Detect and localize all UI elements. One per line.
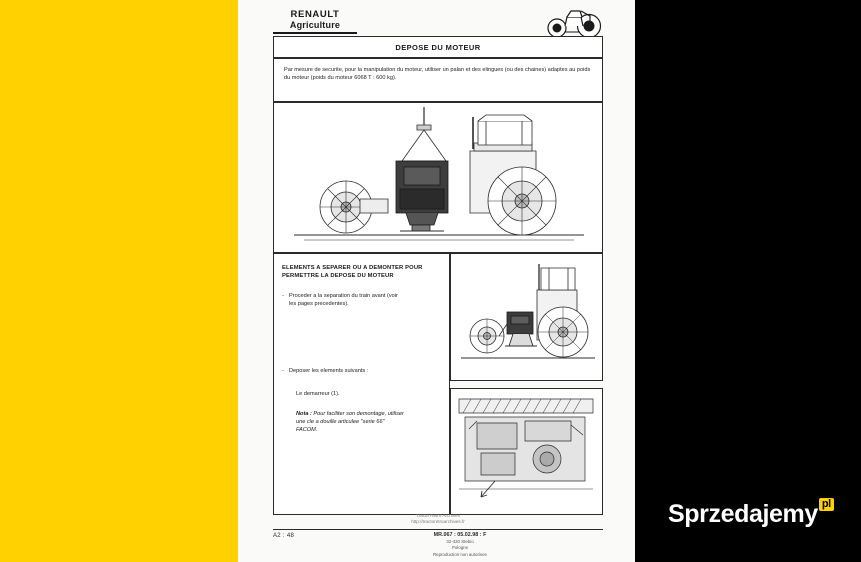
footer-notice: Reproduction non autorisee [433,551,487,557]
watermark-text: Sprzedajemy [668,500,818,528]
nota-block [296,410,441,434]
section-title-box [273,36,603,58]
bullet-dash-2: - [282,368,284,374]
footer-divider [273,529,603,530]
nota-line3: FACOM. [296,427,318,433]
tertiary-illustration [450,388,603,515]
brand-division: Agriculture [289,20,341,30]
procedure-heading-line2: PERMETTRE LA DEPOSE DU MOTEUR [282,273,394,279]
watermark-sprzedajemy [668,500,834,529]
archive-credit-line1: Tracto Retro Archives [416,513,460,518]
procedure-item-2 [282,367,441,375]
tractor-icon [541,6,611,40]
footer-reference-block [375,532,545,558]
procedure-subitem: Le demarreur (1). [296,391,340,397]
safety-note-text: Par mesure de securite, pour la manipulation du moteur, utiliser un palan et des elingues (ou des chaines) adaptes au poids du moteur (poids du moteur 6068 T : 600 kg). [284,67,591,81]
bullet-dash: - [282,293,284,299]
procedure-item-2-text: Deposer les elements suivants : [289,368,369,374]
document-reference: MR.067 : 05.02.98 : F [433,532,487,538]
footer-code: 32-420 Stebio [446,538,474,544]
footer-country: Pologne [451,545,469,550]
nota-line2: une cle a douille articulee "serie 66" [296,419,385,425]
safety-note-box [273,58,603,102]
renault-agriculture-logo [273,10,357,34]
archive-credit-line2: http://tractoretroarchives.fr [411,519,465,524]
manual-page [255,0,621,562]
procedure-item-1-line2: les pages precedentes). [289,301,349,307]
procedure-heading [282,264,441,280]
procedure-text-box [273,253,450,515]
nota-label: Nota : [296,411,312,417]
watermark-domain-suffix: pl [819,498,834,511]
spacer-2 [282,380,441,390]
main-illustration [273,102,603,253]
logo-underline [273,32,357,34]
nota-line1: Pour faciliter son demontage, utiliser [313,411,404,417]
procedure-item-1 [282,292,441,308]
brand-name: RENAULT [290,9,340,20]
procedure-item-1-line1: Proceder a la separation du train avant (voir [289,293,398,299]
right-black-band [635,0,861,562]
spacer-1 [282,313,441,367]
left-yellow-band [0,0,238,562]
procedure-heading-line1: ELEMENTS A SEPARER OU A DEMONTER POUR [282,265,423,271]
page-number: A2 : 48 [273,533,295,539]
archive-credit [273,513,603,525]
page-title: DEPOSE DU MOTEUR [395,43,481,52]
secondary-illustration [450,253,603,381]
